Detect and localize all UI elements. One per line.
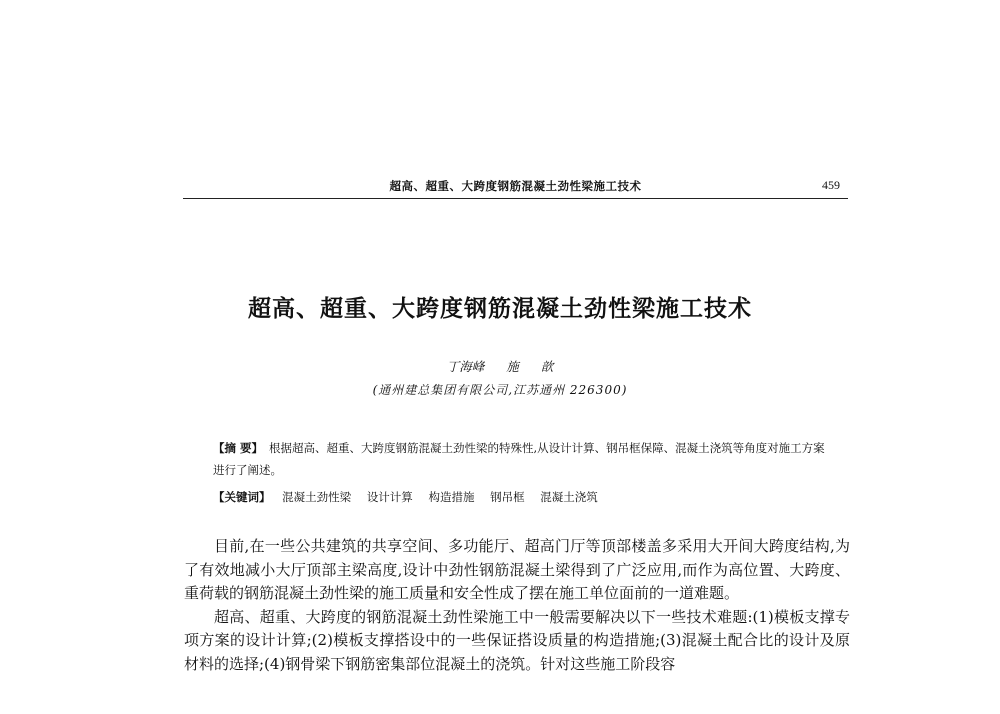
keyword: 设计计算	[366, 490, 413, 504]
keyword: 构造措施	[428, 490, 475, 504]
body-paragraph: 目前,在一些公共建筑的共享空间、多功能厅、超高门厅等顶部楼盖多采用大开间大跨度结构,为了有效地减小大厅顶部主梁高度,设计中劲性钢筋混凝土梁得到了广泛应用,而作为高位置、大跨度、重荷载的钢筋混凝土劲性梁的施工质量和安全性成了摆在施工单位面前的一道难题。	[184, 537, 850, 602]
body-text	[184, 535, 850, 676]
abstract	[213, 437, 833, 481]
keyword: 混凝土浇筑	[540, 490, 598, 504]
keywords	[213, 487, 833, 507]
keyword: 钢吊框	[490, 490, 525, 504]
abstract-text: 根据超高、超重、大跨度钢筋混凝土劲性梁的特殊性,从设计计算、钢吊框保障、混凝土浇筑等角度对施工方案进行了阐述。	[213, 441, 825, 477]
keywords-label: 【关键词】	[213, 490, 271, 504]
paper-title: 超高、超重、大跨度钢筋混凝土劲性梁施工技术	[248, 296, 752, 322]
page-number: 459	[822, 178, 840, 192]
abstract-label: 【摘 要】	[213, 441, 264, 455]
running-title: 超高、超重、大跨度钢筋混凝土劲性梁施工技术	[389, 179, 642, 193]
running-header	[183, 176, 848, 199]
authors: 丁海峰 施 歆	[446, 359, 554, 374]
keyword: 混凝土劲性梁	[282, 490, 352, 504]
body-paragraph: 超高、超重、大跨度的钢筋混凝土劲性梁施工中一般需要解决以下一些技术难题:(1)模板支撑专项方案的设计计算;(2)模板支撑搭设中的一些保证搭设质量的构造措施;(3)混凝土配合比的设计及原材料的选择;(4)钢骨梁下钢筋密集部位混凝土的浇筑。针对这些施工阶段容	[184, 607, 850, 673]
affiliation: (通州建总集团有限公司,江苏通州 226300)	[372, 383, 628, 397]
